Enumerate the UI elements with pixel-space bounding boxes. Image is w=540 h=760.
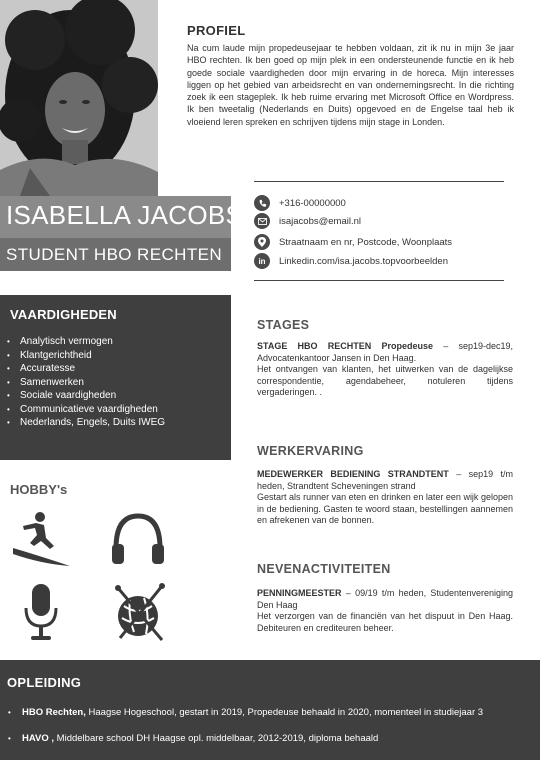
list-item: • Communicatieve vaardigheden: [7, 403, 165, 417]
profile-text: Na cum laude mijn propedeusejaar te hebben voldaan, zit ik nu in mijn 3e jaar HBO rechten. Ik ben goed op mijn plek in een ondersteunende functie en ik heb goede sociale vaardigheden door mijn ervaring in de horeca. Mijn interesses liggen op het gebied van arbeidsrecht en van ondernemingsrecht. In die richting zoek ik een stageplek. Ik heb ruime ervaring met Microsoft Office en Wordpress. Ik ben tweetalig (Nederlands en Duits) opgevoed en de Engelse taal heb ik vloeiend leren spreken en schrijven tijdens mijn stage in Londen.: [187, 43, 514, 127]
stages-entry: [257, 341, 513, 399]
work-title: WERKERVARING: [257, 444, 364, 458]
surfing-icon: [10, 508, 70, 568]
profile-photo: [0, 0, 158, 196]
knitting-icon: [110, 582, 170, 642]
contact-phone: [254, 195, 346, 211]
education-detail: Middelbare school DH Haagse opl. middelbaar, 2012-2019, diploma behaald: [54, 733, 379, 744]
divider: [254, 181, 504, 182]
skills-panel: [0, 295, 231, 460]
phone-icon: [254, 195, 270, 211]
list-item: • Klantgerichtheid: [7, 349, 165, 363]
list-item: • Analytisch vermogen: [7, 335, 165, 349]
list-item: • Nederlands, Engels, Duits IWEG: [7, 416, 165, 430]
phone-number: +316-00000000: [279, 197, 346, 209]
street-address: Straatnaam en nr, Postcode, Woonplaats: [279, 236, 453, 248]
work-heading: MEDEWERKER BEDIENING STRANDTENT: [257, 469, 449, 479]
headphones-icon: [108, 510, 168, 570]
education-title: OPLEIDING: [7, 675, 82, 690]
side-activities-title: NEVENACTIVITEITEN: [257, 562, 391, 576]
contact-address: [254, 234, 452, 250]
role-banner: [0, 238, 231, 271]
side-activities-text: Het verzorgen van de financiën van het dispuut in Den Haag. Debiteuren en crediteuren beheer.: [257, 611, 513, 633]
candidate-role: STUDENT HBO RECHTEN: [6, 245, 223, 264]
envelope-icon: [254, 213, 270, 229]
linkedin-icon: in: [254, 253, 270, 269]
candidate-name: ISABELLA JACOBS: [6, 200, 244, 230]
name-banner: [0, 196, 244, 238]
list-item: • Samenwerken: [7, 376, 165, 390]
work-period: – sep19 t/m heden, Strandtent Scheveningen strand: [257, 469, 513, 491]
email-address[interactable]: isajacobs@email.nl: [279, 215, 361, 227]
side-activities-period: – 09/19 t/m heden, Studentenvereniging Den Haag: [257, 588, 513, 610]
side-activities-heading: PENNINGMEESTER: [257, 588, 342, 598]
work-text: Gestart als runner van eten en drinken en later een wijk gelopen in de bediening. Gasten te woord staan, bestellingen aannemen en afrekenen van de bonnen.: [257, 492, 513, 525]
location-pin-icon: [254, 234, 270, 250]
divider: [254, 280, 504, 281]
list-item: • Sociale vaardigheden: [7, 389, 165, 403]
stages-period: – sep19-dec19, Advocatenkantoor Jansen in Den Haag.: [257, 341, 513, 363]
education-panel: [0, 660, 540, 760]
stages-title: STAGES: [257, 318, 310, 332]
contact-email: [254, 213, 361, 229]
contact-linkedin: [254, 253, 448, 269]
stages-text: Het ontvangen van klanten, het uitwerken van de dagelijkse correspondentie, agendabeheer, notuleren tijdens vergaderingen. .: [257, 364, 513, 397]
education-degree: HBO Rechten,: [22, 707, 86, 718]
linkedin-url[interactable]: Linkedin.com/isa.jacobs.topvoorbeelden: [279, 255, 448, 267]
education-detail: Haagse Hogeschool, gestart in 2019, Propedeuse behaald in 2020, momenteel in studiejaar 3: [85, 707, 484, 718]
work-entry: [257, 469, 513, 527]
skills-list: [7, 335, 165, 430]
side-activities-entry: [257, 588, 513, 634]
skills-title: VAARDIGHEDEN: [10, 307, 117, 322]
stages-heading: STAGE HBO RECHTEN Propedeuse: [257, 341, 434, 351]
hobbies-title: HOBBY's: [10, 482, 68, 497]
education-degree: HAVO ,: [22, 733, 55, 744]
microphone-icon: [12, 582, 72, 642]
list-item: • HBO Rechten, Haagse Hogeschool, gestart in 2019, Propedeuse behaald in 2020, momenteel in studiejaar 3: [8, 707, 484, 718]
list-item: • HAVO , Middelbare school DH Haagse opl. middelbaar, 2012-2019, diploma behaald: [8, 733, 379, 744]
profile-title: PROFIEL: [187, 23, 246, 38]
list-item: • Accuratesse: [7, 362, 165, 376]
